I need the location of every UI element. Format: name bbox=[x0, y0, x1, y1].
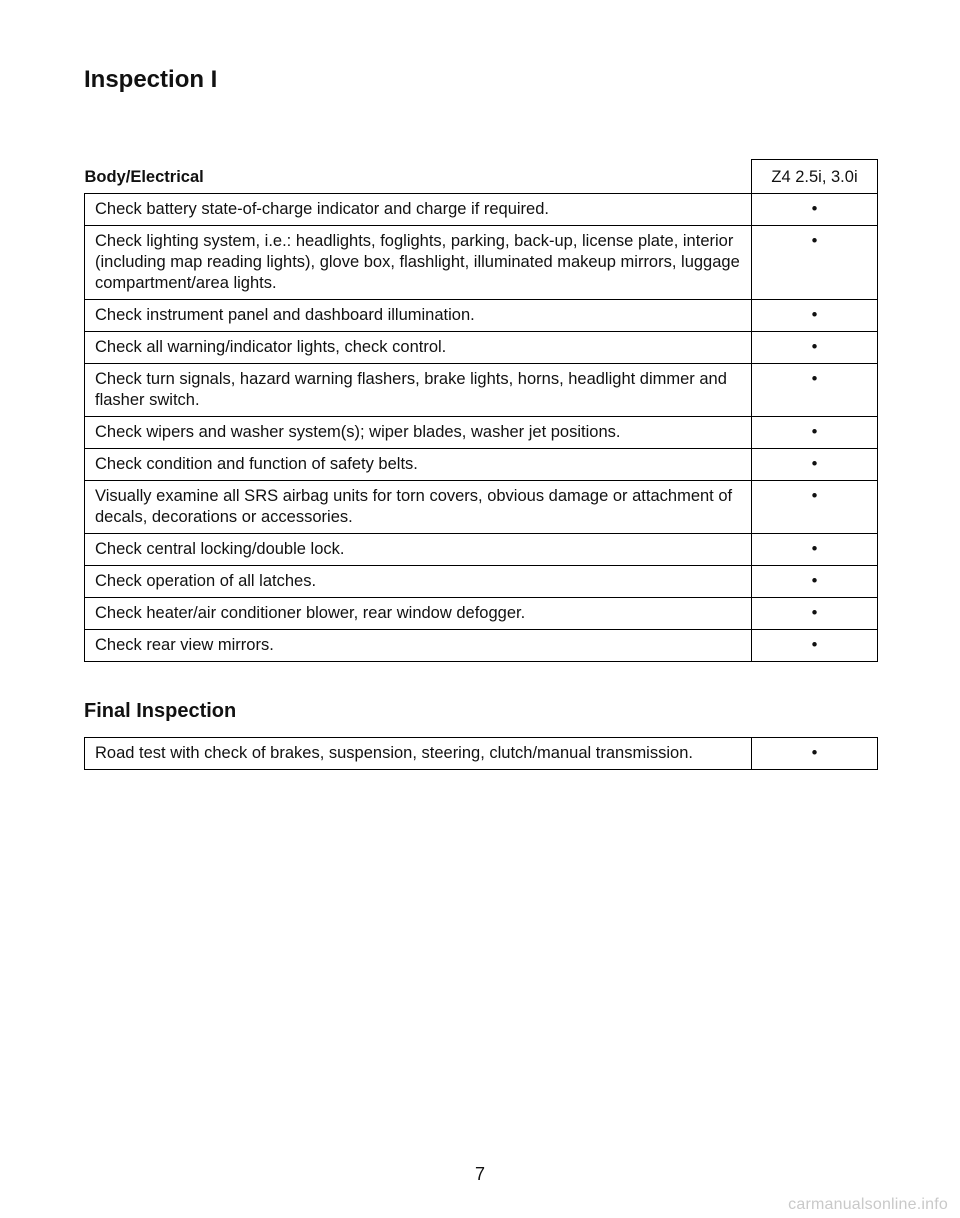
task-text: Road test with check of brakes, suspension, steering, clutch/manual transmission. bbox=[85, 738, 752, 770]
page-title: Inspection I bbox=[84, 66, 218, 93]
bullet-mark: • bbox=[752, 566, 878, 598]
task-text: Check all warning/indicator lights, check control. bbox=[85, 332, 752, 364]
task-text: Check central locking/double lock. bbox=[85, 534, 752, 566]
model-header: Z4 2.5i, 3.0i bbox=[752, 160, 878, 194]
bullet-mark: • bbox=[752, 598, 878, 630]
table-row bbox=[85, 566, 878, 598]
final-inspection-title: Final Inspection bbox=[84, 700, 237, 722]
bullet-mark: • bbox=[752, 417, 878, 449]
body-electrical-rows bbox=[85, 194, 878, 662]
table-row bbox=[85, 534, 878, 566]
task-text: Check heater/air conditioner blower, rear window defogger. bbox=[85, 598, 752, 630]
bullet-mark: • bbox=[752, 738, 878, 770]
table-row bbox=[85, 738, 878, 770]
bullet-mark: • bbox=[752, 481, 878, 534]
final-inspection-table bbox=[84, 737, 878, 770]
task-text: Check rear view mirrors. bbox=[85, 630, 752, 662]
table-row bbox=[85, 226, 878, 300]
table-row bbox=[85, 364, 878, 417]
bullet-mark: • bbox=[752, 630, 878, 662]
task-text: Check battery state-of-charge indicator and charge if required. bbox=[85, 194, 752, 226]
bullet-mark: • bbox=[752, 300, 878, 332]
bullet-mark: • bbox=[752, 534, 878, 566]
table-row bbox=[85, 481, 878, 534]
task-text: Check wipers and washer system(s); wiper blades, washer jet positions. bbox=[85, 417, 752, 449]
table-row bbox=[85, 332, 878, 364]
table-header-row bbox=[85, 160, 878, 194]
task-text: Visually examine all SRS airbag units for torn covers, obvious damage or attachment of decals, decorations or accessories. bbox=[85, 481, 752, 534]
bullet-mark: • bbox=[752, 194, 878, 226]
task-text: Check lighting system, i.e.: headlights, foglights, parking, back-up, license plate, interior (including map reading lights), glove box, flashlight, illuminated makeup mirrors, luggage compartment/area lights. bbox=[85, 226, 752, 300]
body-electrical-table bbox=[84, 159, 878, 662]
task-text: Check condition and function of safety belts. bbox=[85, 449, 752, 481]
table-row bbox=[85, 630, 878, 662]
bullet-mark: • bbox=[752, 449, 878, 481]
table-row bbox=[85, 194, 878, 226]
task-text: Check instrument panel and dashboard illumination. bbox=[85, 300, 752, 332]
bullet-mark: • bbox=[752, 332, 878, 364]
table-row bbox=[85, 598, 878, 630]
bullet-mark: • bbox=[752, 364, 878, 417]
table-row bbox=[85, 417, 878, 449]
section-label: Body/Electrical bbox=[84, 167, 204, 186]
table-row bbox=[85, 449, 878, 481]
bullet-mark: • bbox=[752, 226, 878, 300]
table-row bbox=[85, 300, 878, 332]
watermark: carmanualsonline.info bbox=[788, 1196, 948, 1213]
task-text: Check turn signals, hazard warning flashers, brake lights, horns, headlight dimmer and flasher switch. bbox=[85, 364, 752, 417]
task-text: Check operation of all latches. bbox=[85, 566, 752, 598]
page-number: 7 bbox=[474, 1164, 485, 1184]
